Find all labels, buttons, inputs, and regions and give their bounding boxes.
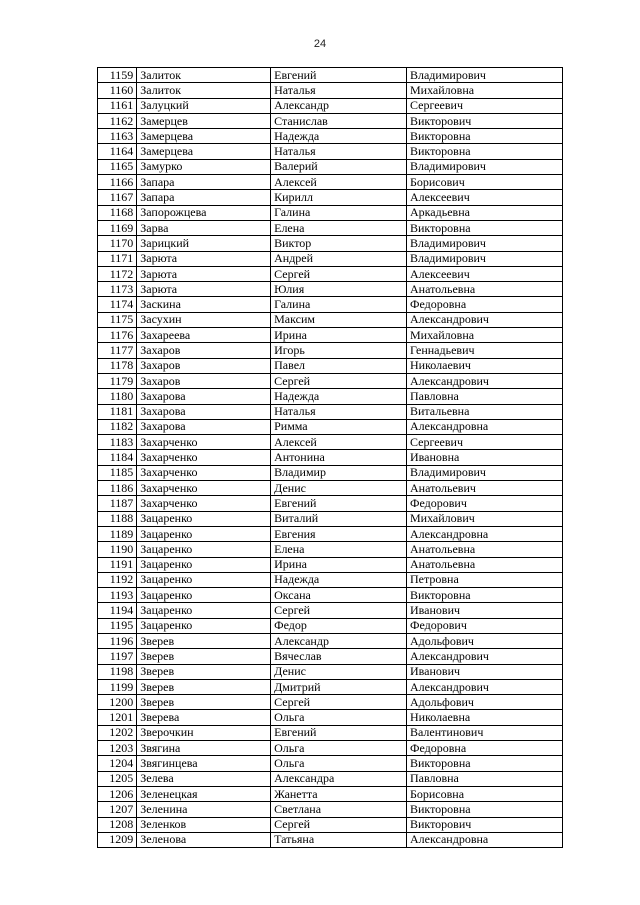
patronymic-cell: Павловна bbox=[406, 389, 562, 404]
patronymic-cell: Александровна bbox=[406, 526, 562, 541]
table-row bbox=[98, 710, 563, 725]
table-row bbox=[98, 312, 563, 327]
surname-cell: Запара bbox=[137, 190, 271, 205]
surname-cell: Зеленков bbox=[137, 817, 271, 832]
surname-cell: Захареева bbox=[137, 328, 271, 343]
row-number-cell: 1198 bbox=[98, 664, 137, 679]
row-number-cell: 1191 bbox=[98, 557, 137, 572]
row-number-cell: 1173 bbox=[98, 282, 137, 297]
row-number-cell: 1183 bbox=[98, 435, 137, 450]
table-row bbox=[98, 695, 563, 710]
first-name-cell: Ирина bbox=[271, 557, 407, 572]
surname-cell: Захаров bbox=[137, 373, 271, 388]
first-name-cell: Надежда bbox=[271, 389, 407, 404]
first-name-cell: Федор bbox=[271, 618, 407, 633]
table-row bbox=[98, 373, 563, 388]
patronymic-cell: Анатольевна bbox=[406, 282, 562, 297]
first-name-cell: Виталий bbox=[271, 511, 407, 526]
patronymic-cell: Александрович bbox=[406, 373, 562, 388]
patronymic-cell: Александрович bbox=[406, 679, 562, 694]
first-name-cell: Оксана bbox=[271, 588, 407, 603]
table-row bbox=[98, 113, 563, 128]
surname-cell: Захарченко bbox=[137, 481, 271, 496]
row-number-cell: 1179 bbox=[98, 373, 137, 388]
patronymic-cell: Адольфович bbox=[406, 695, 562, 710]
table-row bbox=[98, 664, 563, 679]
first-name-cell: Сергей bbox=[271, 266, 407, 281]
table-row bbox=[98, 98, 563, 113]
table-body bbox=[98, 68, 563, 848]
first-name-cell: Александр bbox=[271, 98, 407, 113]
first-name-cell: Алексей bbox=[271, 435, 407, 450]
surname-cell: Зацаренко bbox=[137, 588, 271, 603]
surname-cell: Засухин bbox=[137, 312, 271, 327]
row-number-cell: 1202 bbox=[98, 725, 137, 740]
patronymic-cell: Владимирович bbox=[406, 465, 562, 480]
row-number-cell: 1160 bbox=[98, 83, 137, 98]
row-number-cell: 1205 bbox=[98, 771, 137, 786]
table-row bbox=[98, 725, 563, 740]
surname-cell: Захаров bbox=[137, 343, 271, 358]
row-number-cell: 1169 bbox=[98, 220, 137, 235]
first-name-cell: Виктор bbox=[271, 236, 407, 251]
table-row bbox=[98, 572, 563, 587]
first-name-cell: Сергей bbox=[271, 373, 407, 388]
table-row bbox=[98, 343, 563, 358]
surname-cell: Захаров bbox=[137, 358, 271, 373]
first-name-cell: Галина bbox=[271, 205, 407, 220]
table-row bbox=[98, 175, 563, 190]
first-name-cell: Алексей bbox=[271, 175, 407, 190]
first-name-cell: Валерий bbox=[271, 159, 407, 174]
row-number-cell: 1164 bbox=[98, 144, 137, 159]
patronymic-cell: Анатольевна bbox=[406, 557, 562, 572]
table-row bbox=[98, 159, 563, 174]
table-row bbox=[98, 328, 563, 343]
row-number-cell: 1190 bbox=[98, 542, 137, 557]
surname-cell: Захарова bbox=[137, 419, 271, 434]
patronymic-cell: Викторовна bbox=[406, 129, 562, 144]
first-name-cell: Александр bbox=[271, 633, 407, 648]
first-name-cell: Надежда bbox=[271, 129, 407, 144]
patronymic-cell: Викторовна bbox=[406, 802, 562, 817]
patronymic-cell: Михайлович bbox=[406, 511, 562, 526]
row-number-cell: 1184 bbox=[98, 450, 137, 465]
row-number-cell: 1200 bbox=[98, 695, 137, 710]
patronymic-cell: Владимирович bbox=[406, 251, 562, 266]
table-row bbox=[98, 419, 563, 434]
patronymic-cell: Ивановна bbox=[406, 450, 562, 465]
surname-cell: Зеленина bbox=[137, 802, 271, 817]
table-row bbox=[98, 358, 563, 373]
table-row bbox=[98, 496, 563, 511]
row-number-cell: 1207 bbox=[98, 802, 137, 817]
table-row bbox=[98, 526, 563, 541]
table-row bbox=[98, 633, 563, 648]
patronymic-cell: Викторович bbox=[406, 113, 562, 128]
row-number-cell: 1194 bbox=[98, 603, 137, 618]
first-name-cell: Ольга bbox=[271, 756, 407, 771]
surname-cell: Зацаренко bbox=[137, 542, 271, 557]
surname-cell: Зверев bbox=[137, 633, 271, 648]
surname-cell: Зелева bbox=[137, 771, 271, 786]
table-row bbox=[98, 817, 563, 832]
row-number-cell: 1182 bbox=[98, 419, 137, 434]
patronymic-cell: Федорович bbox=[406, 618, 562, 633]
patronymic-cell: Адольфович bbox=[406, 633, 562, 648]
table-row bbox=[98, 450, 563, 465]
surname-cell: Заскина bbox=[137, 297, 271, 312]
row-number-cell: 1171 bbox=[98, 251, 137, 266]
first-name-cell: Станислав bbox=[271, 113, 407, 128]
surname-cell: Замерцев bbox=[137, 113, 271, 128]
row-number-cell: 1162 bbox=[98, 113, 137, 128]
first-name-cell: Антонина bbox=[271, 450, 407, 465]
surname-cell: Залиток bbox=[137, 83, 271, 98]
surname-cell: Зверев bbox=[137, 649, 271, 664]
table-row bbox=[98, 205, 563, 220]
patronymic-cell: Борисовна bbox=[406, 786, 562, 801]
surname-cell: Зацаренко bbox=[137, 618, 271, 633]
first-name-cell: Жанетта bbox=[271, 786, 407, 801]
table-row bbox=[98, 542, 563, 557]
table-row bbox=[98, 557, 563, 572]
first-name-cell: Надежда bbox=[271, 572, 407, 587]
first-name-cell: Ольга bbox=[271, 741, 407, 756]
first-name-cell: Евгения bbox=[271, 526, 407, 541]
patronymic-cell: Валентинович bbox=[406, 725, 562, 740]
patronymic-cell: Викторовна bbox=[406, 756, 562, 771]
first-name-cell: Ирина bbox=[271, 328, 407, 343]
patronymic-cell: Федорович bbox=[406, 496, 562, 511]
table-row bbox=[98, 404, 563, 419]
surname-cell: Зацаренко bbox=[137, 526, 271, 541]
first-name-cell: Елена bbox=[271, 542, 407, 557]
row-number-cell: 1201 bbox=[98, 710, 137, 725]
surname-cell: Запорожцева bbox=[137, 205, 271, 220]
surname-cell: Зеленова bbox=[137, 832, 271, 847]
row-number-cell: 1170 bbox=[98, 236, 137, 251]
page-number: 24 bbox=[313, 38, 327, 50]
patronymic-cell: Павловна bbox=[406, 771, 562, 786]
table-row bbox=[98, 266, 563, 281]
row-number-cell: 1206 bbox=[98, 786, 137, 801]
row-number-cell: 1175 bbox=[98, 312, 137, 327]
table-row bbox=[98, 649, 563, 664]
surname-cell: Зацаренко bbox=[137, 511, 271, 526]
table-row bbox=[98, 236, 563, 251]
patronymic-cell: Анатольевич bbox=[406, 481, 562, 496]
surname-cell: Зверева bbox=[137, 710, 271, 725]
surname-cell: Замурко bbox=[137, 159, 271, 174]
first-name-cell: Сергей bbox=[271, 603, 407, 618]
surname-cell: Залуцкий bbox=[137, 98, 271, 113]
surname-cell: Зарицкий bbox=[137, 236, 271, 251]
patronymic-cell: Владимирович bbox=[406, 68, 562, 83]
surname-cell: Зверев bbox=[137, 679, 271, 694]
patronymic-cell: Викторович bbox=[406, 817, 562, 832]
table-row bbox=[98, 679, 563, 694]
table-row bbox=[98, 83, 563, 98]
row-number-cell: 1163 bbox=[98, 129, 137, 144]
row-number-cell: 1186 bbox=[98, 481, 137, 496]
first-name-cell: Наталья bbox=[271, 144, 407, 159]
first-name-cell: Ольга bbox=[271, 710, 407, 725]
first-name-cell: Юлия bbox=[271, 282, 407, 297]
table-row bbox=[98, 741, 563, 756]
table-row bbox=[98, 588, 563, 603]
first-name-cell: Евгений bbox=[271, 68, 407, 83]
surname-cell: Зарюта bbox=[137, 266, 271, 281]
surname-cell: Захарова bbox=[137, 404, 271, 419]
surname-cell: Зарюта bbox=[137, 282, 271, 297]
table-row bbox=[98, 435, 563, 450]
table-row bbox=[98, 832, 563, 847]
patronymic-cell: Викторовна bbox=[406, 144, 562, 159]
surname-cell: Зацаренко bbox=[137, 557, 271, 572]
patronymic-cell: Александрович bbox=[406, 649, 562, 664]
patronymic-cell: Александровна bbox=[406, 832, 562, 847]
row-number-cell: 1189 bbox=[98, 526, 137, 541]
surname-cell: Захарченко bbox=[137, 435, 271, 450]
row-number-cell: 1168 bbox=[98, 205, 137, 220]
patronymic-cell: Владимирович bbox=[406, 236, 562, 251]
row-number-cell: 1204 bbox=[98, 756, 137, 771]
row-number-cell: 1176 bbox=[98, 328, 137, 343]
patronymic-cell: Сергеевич bbox=[406, 98, 562, 113]
row-number-cell: 1185 bbox=[98, 465, 137, 480]
first-name-cell: Наталья bbox=[271, 404, 407, 419]
row-number-cell: 1172 bbox=[98, 266, 137, 281]
first-name-cell: Андрей bbox=[271, 251, 407, 266]
first-name-cell: Светлана bbox=[271, 802, 407, 817]
patronymic-cell: Викторовна bbox=[406, 588, 562, 603]
table-row bbox=[98, 282, 563, 297]
row-number-cell: 1196 bbox=[98, 633, 137, 648]
first-name-cell: Игорь bbox=[271, 343, 407, 358]
surname-cell: Зверев bbox=[137, 664, 271, 679]
patronymic-cell: Витальевна bbox=[406, 404, 562, 419]
table-row bbox=[98, 144, 563, 159]
table-row bbox=[98, 220, 563, 235]
table-row bbox=[98, 603, 563, 618]
row-number-cell: 1187 bbox=[98, 496, 137, 511]
first-name-cell: Денис bbox=[271, 664, 407, 679]
first-name-cell: Кирилл bbox=[271, 190, 407, 205]
table-row bbox=[98, 771, 563, 786]
row-number-cell: 1197 bbox=[98, 649, 137, 664]
patronymic-cell: Николаевна bbox=[406, 710, 562, 725]
row-number-cell: 1188 bbox=[98, 511, 137, 526]
table-row bbox=[98, 786, 563, 801]
table-row bbox=[98, 481, 563, 496]
row-number-cell: 1178 bbox=[98, 358, 137, 373]
table-row bbox=[98, 297, 563, 312]
patronymic-cell: Петровна bbox=[406, 572, 562, 587]
surname-cell: Зверев bbox=[137, 695, 271, 710]
first-name-cell: Павел bbox=[271, 358, 407, 373]
row-number-cell: 1195 bbox=[98, 618, 137, 633]
row-number-cell: 1192 bbox=[98, 572, 137, 587]
first-name-cell: Галина bbox=[271, 297, 407, 312]
patronymic-cell: Алексеевич bbox=[406, 266, 562, 281]
row-number-cell: 1166 bbox=[98, 175, 137, 190]
surname-cell: Зацаренко bbox=[137, 572, 271, 587]
patronymic-cell: Александровна bbox=[406, 419, 562, 434]
surname-cell: Звягина bbox=[137, 741, 271, 756]
table-row bbox=[98, 251, 563, 266]
patronymic-cell: Сергеевич bbox=[406, 435, 562, 450]
table-row bbox=[98, 465, 563, 480]
first-name-cell: Владимир bbox=[271, 465, 407, 480]
row-number-cell: 1174 bbox=[98, 297, 137, 312]
row-number-cell: 1161 bbox=[98, 98, 137, 113]
patronymic-cell: Борисович bbox=[406, 175, 562, 190]
first-name-cell: Евгений bbox=[271, 725, 407, 740]
surname-cell: Залиток bbox=[137, 68, 271, 83]
table-row bbox=[98, 511, 563, 526]
row-number-cell: 1177 bbox=[98, 343, 137, 358]
first-name-cell: Римма bbox=[271, 419, 407, 434]
first-name-cell: Наталья bbox=[271, 83, 407, 98]
first-name-cell: Александра bbox=[271, 771, 407, 786]
patronymic-cell: Владимирович bbox=[406, 159, 562, 174]
patronymic-cell: Михайловна bbox=[406, 83, 562, 98]
surname-cell: Замерцева bbox=[137, 129, 271, 144]
surname-cell: Замерцева bbox=[137, 144, 271, 159]
patronymic-cell: Викторовна bbox=[406, 220, 562, 235]
patronymic-cell: Аркадьевна bbox=[406, 205, 562, 220]
surname-cell: Зеленецкая bbox=[137, 786, 271, 801]
first-name-cell: Максим bbox=[271, 312, 407, 327]
surname-cell: Захарова bbox=[137, 389, 271, 404]
surname-cell: Зацаренко bbox=[137, 603, 271, 618]
first-name-cell: Денис bbox=[271, 481, 407, 496]
patronymic-cell: Александрович bbox=[406, 312, 562, 327]
row-number-cell: 1208 bbox=[98, 817, 137, 832]
patronymic-cell: Алексеевич bbox=[406, 190, 562, 205]
row-number-cell: 1199 bbox=[98, 679, 137, 694]
first-name-cell: Евгений bbox=[271, 496, 407, 511]
first-name-cell: Дмитрий bbox=[271, 679, 407, 694]
surname-cell: Зверочкин bbox=[137, 725, 271, 740]
patronymic-cell: Геннадьевич bbox=[406, 343, 562, 358]
patronymic-cell: Николаевич bbox=[406, 358, 562, 373]
surname-cell: Запара bbox=[137, 175, 271, 190]
surname-cell: Захарченко bbox=[137, 465, 271, 480]
row-number-cell: 1203 bbox=[98, 741, 137, 756]
first-name-cell: Сергей bbox=[271, 817, 407, 832]
table-row bbox=[98, 190, 563, 205]
surname-cell: Зарва bbox=[137, 220, 271, 235]
patronymic-cell: Иванович bbox=[406, 603, 562, 618]
person-register-table bbox=[97, 67, 563, 848]
table-row bbox=[98, 389, 563, 404]
table-row bbox=[98, 802, 563, 817]
patronymic-cell: Михайловна bbox=[406, 328, 562, 343]
table-row bbox=[98, 129, 563, 144]
row-number-cell: 1181 bbox=[98, 404, 137, 419]
first-name-cell: Елена bbox=[271, 220, 407, 235]
patronymic-cell: Анатольевна bbox=[406, 542, 562, 557]
surname-cell: Зарюта bbox=[137, 251, 271, 266]
row-number-cell: 1159 bbox=[98, 68, 137, 83]
table-row bbox=[98, 756, 563, 771]
row-number-cell: 1180 bbox=[98, 389, 137, 404]
row-number-cell: 1209 bbox=[98, 832, 137, 847]
surname-cell: Звягинцева bbox=[137, 756, 271, 771]
row-number-cell: 1167 bbox=[98, 190, 137, 205]
table-row bbox=[98, 618, 563, 633]
table-row bbox=[98, 68, 563, 83]
row-number-cell: 1165 bbox=[98, 159, 137, 174]
patronymic-cell: Федоровна bbox=[406, 741, 562, 756]
patronymic-cell: Федоровна bbox=[406, 297, 562, 312]
patronymic-cell: Иванович bbox=[406, 664, 562, 679]
surname-cell: Захарченко bbox=[137, 496, 271, 511]
surname-cell: Захарченко bbox=[137, 450, 271, 465]
first-name-cell: Вячеслав bbox=[271, 649, 407, 664]
first-name-cell: Сергей bbox=[271, 695, 407, 710]
first-name-cell: Татьяна bbox=[271, 832, 407, 847]
row-number-cell: 1193 bbox=[98, 588, 137, 603]
